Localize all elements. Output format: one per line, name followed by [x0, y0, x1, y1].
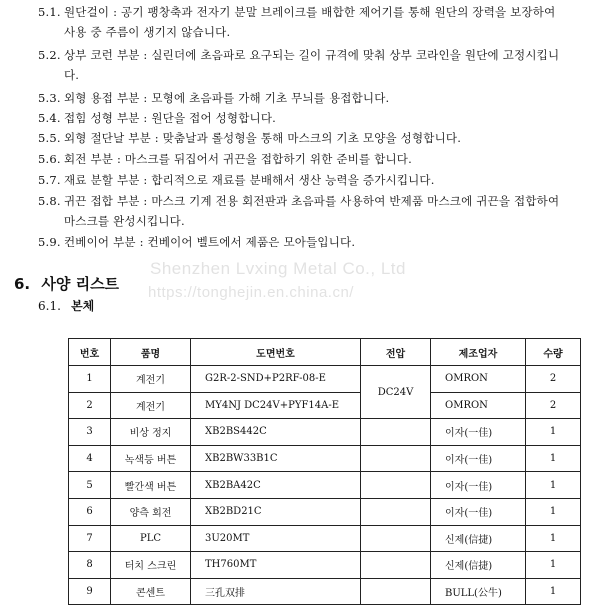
cell-name: 녹색등 버튼	[111, 445, 191, 472]
header-cell: 도면번호	[191, 339, 361, 366]
item-5-8	[38, 191, 568, 231]
item-label: 접힘 성형 부분	[64, 111, 140, 125]
cell-model: 3U20MT	[191, 525, 361, 552]
cell-model: MY4NJ DC24V+PYF14A-E	[191, 392, 361, 419]
table-row	[69, 498, 581, 525]
subsection-number: 6.1.	[38, 299, 61, 313]
item-label: 귀끈 접합 부분	[64, 194, 140, 208]
cell-model: 三孔双排	[191, 578, 361, 605]
cell-no: 1	[69, 366, 111, 393]
item-label: 컨베이어 부분	[64, 235, 136, 249]
item-text: : 실린더에 초음파로 요구되는 길이 규격에 맞춰 상부 코라인을 원단에 고정시킵니다.	[64, 48, 560, 82]
watermark-company: Shenzhen Lvxing Metal Co., Ltd	[150, 259, 406, 278]
cell-no: 7	[69, 525, 111, 552]
item-text: : 원단을 접어 성형합니다.	[139, 111, 277, 125]
item-5-7	[38, 170, 568, 190]
table-row	[69, 472, 581, 499]
item-number: 5.1.	[38, 5, 61, 19]
item-text: : 공기 팽창축과 전자기 분말 브레이크를 배합한 제어기를 통해 원단의 장력을 보장하여 사용 중 주름이 생기지 않습니다.	[64, 5, 556, 39]
table-row	[69, 578, 581, 605]
item-number: 5.7.	[38, 173, 61, 187]
cell-no: 6	[69, 498, 111, 525]
header-cell: 전압	[361, 339, 431, 366]
cell-maker: 이자(一佳)	[431, 472, 526, 499]
subsection-title: 본체	[71, 299, 95, 313]
cell-no: 8	[69, 552, 111, 579]
cell-name: 빨간색 버튼	[111, 472, 191, 499]
cell-maker: BULL(公牛)	[431, 578, 526, 605]
cell-qty: 2	[526, 366, 581, 393]
item-5-9	[38, 232, 568, 252]
cell-no: 2	[69, 392, 111, 419]
item-label: 재료 분할 부분	[64, 173, 140, 187]
cell-no: 4	[69, 445, 111, 472]
table-row	[69, 525, 581, 552]
cell-maker: 이자(一佳)	[431, 419, 526, 446]
table-row	[69, 552, 581, 579]
item-5-5	[38, 128, 568, 148]
cell-voltage-empty	[361, 445, 431, 472]
cell-name: 계전기	[111, 366, 191, 393]
item-5-4	[38, 108, 568, 128]
item-text: : 마스크 기계 전용 회전판과 초음파를 사용하여 반제품 마스크에 귀끈을 접합하여 마스크를 완성시킵니다.	[64, 194, 560, 228]
cell-voltage-empty	[361, 498, 431, 525]
section-number: 6.	[14, 275, 31, 293]
cell-model: XB2BA42C	[191, 472, 361, 499]
cell-model: XB2BD21C	[191, 498, 361, 525]
cell-maker: 이자(一佳)	[431, 498, 526, 525]
table-row	[69, 445, 581, 472]
item-number: 5.2.	[38, 48, 61, 62]
header-cell: 번호	[69, 339, 111, 366]
item-number: 5.6.	[38, 152, 61, 166]
item-text: : 마스크를 뒤집어서 귀끈을 접합하기 위한 준비를 합니다.	[113, 152, 412, 166]
item-text: : 합리적으로 재료를 분배해서 생산 능력을 증가시킵니다.	[139, 173, 435, 187]
cell-name: PLC	[111, 525, 191, 552]
item-5-1	[38, 2, 568, 42]
cell-qty: 1	[526, 525, 581, 552]
item-label: 상부 코런 부분	[64, 48, 140, 62]
item-number: 5.3.	[38, 91, 61, 105]
cell-voltage-empty	[361, 525, 431, 552]
item-label: 외형 절단날 부분	[64, 131, 151, 145]
table-header-row	[69, 339, 581, 366]
cell-model: XB2BS442C	[191, 419, 361, 446]
item-text: : 모형에 초음파를 가해 기초 무늬를 용접합니다.	[139, 91, 390, 105]
item-number: 5.4.	[38, 111, 61, 125]
section-title: 사양 리스트	[41, 275, 120, 293]
header-cell: 수량	[526, 339, 581, 366]
cell-name: 콘센트	[111, 578, 191, 605]
cell-voltage: DC24V	[361, 366, 431, 419]
cell-model: TH760MT	[191, 552, 361, 579]
cell-no: 9	[69, 578, 111, 605]
subsection-heading	[38, 297, 94, 314]
cell-qty: 1	[526, 578, 581, 605]
item-number: 5.8.	[38, 194, 61, 208]
table-row	[69, 419, 581, 446]
item-label: 원단걸이	[64, 5, 110, 19]
cell-qty: 2	[526, 392, 581, 419]
cell-name: 양측 회전	[111, 498, 191, 525]
cell-maker: 이자(一佳)	[431, 445, 526, 472]
spec-table	[68, 338, 581, 605]
item-5-3	[38, 88, 568, 108]
cell-name: 터치 스크린	[111, 552, 191, 579]
item-text: : 컨베이어 벨트에서 제품은 모아들입니다.	[135, 235, 356, 249]
table-row	[69, 392, 581, 419]
cell-voltage-empty	[361, 578, 431, 605]
item-number: 5.5.	[38, 131, 61, 145]
cell-maker: 신제(信捷)	[431, 525, 526, 552]
cell-model: G2R-2-SND+P2RF-08-E	[191, 366, 361, 393]
item-5-6	[38, 149, 568, 169]
cell-maker: OMRON	[431, 392, 526, 419]
cell-voltage-empty	[361, 472, 431, 499]
cell-maker: 신제(信捷)	[431, 552, 526, 579]
header-cell: 품명	[111, 339, 191, 366]
cell-voltage-empty	[361, 552, 431, 579]
cell-qty: 1	[526, 552, 581, 579]
item-label: 회전 부분	[64, 152, 114, 166]
item-label: 외형 용접 부분	[64, 91, 140, 105]
header-cell: 제조업자	[431, 339, 526, 366]
watermark-url: https://tonghejin.en.china.cn/	[148, 284, 354, 301]
cell-qty: 1	[526, 419, 581, 446]
item-number: 5.9.	[38, 235, 61, 249]
cell-name: 계전기	[111, 392, 191, 419]
item-text: : 맞춤날과 롤성형을 통해 마스크의 기초 모양을 성형합니다.	[150, 131, 462, 145]
cell-name: 비상 정지	[111, 419, 191, 446]
cell-no: 3	[69, 419, 111, 446]
section-heading	[14, 273, 119, 294]
cell-no: 5	[69, 472, 111, 499]
cell-qty: 1	[526, 498, 581, 525]
table-row	[69, 366, 581, 393]
cell-qty: 1	[526, 445, 581, 472]
item-5-2	[38, 45, 568, 85]
cell-model: XB2BW33B1C	[191, 445, 361, 472]
cell-maker: OMRON	[431, 366, 526, 393]
cell-voltage-empty	[361, 419, 431, 446]
cell-qty: 1	[526, 472, 581, 499]
